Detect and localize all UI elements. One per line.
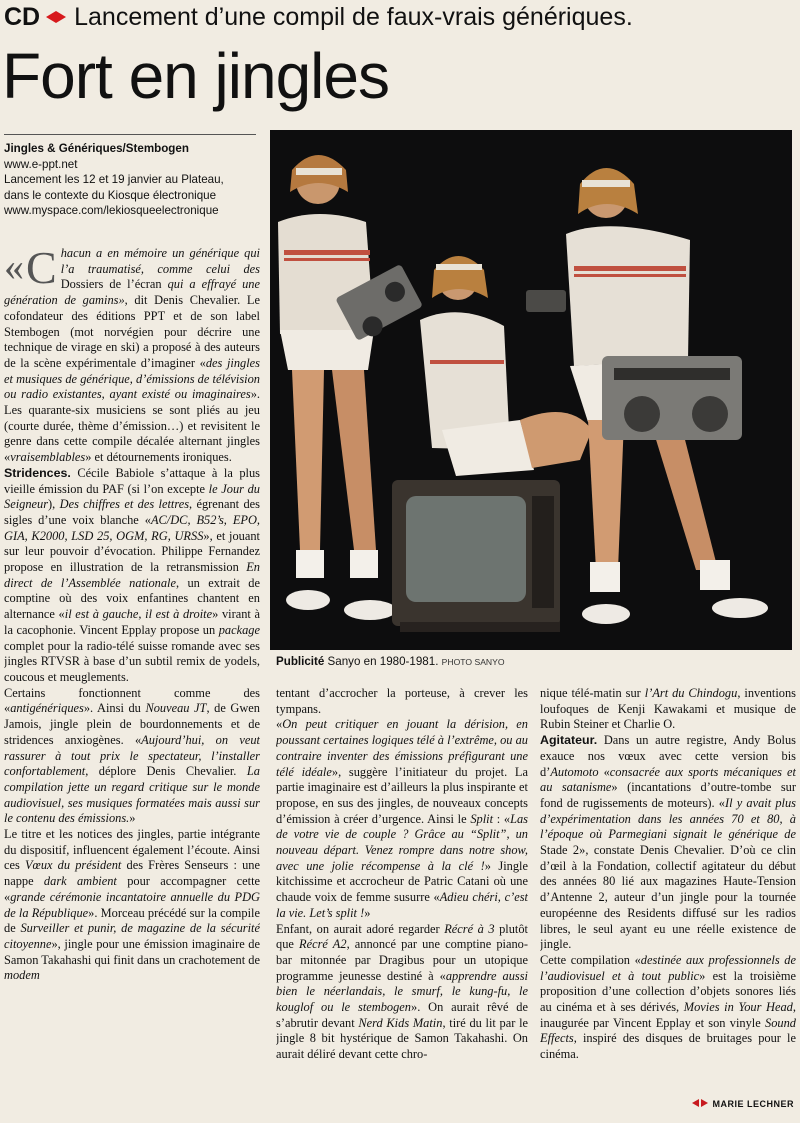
text-run: apprendre aussi bien le néerlandais, le smurf, le kung-fu, le kouglof ou le stembogen: [276, 968, 528, 1015]
text-run: , annoncé par une comptine piano-bar mitonnée par Dragibus pour un utopique programme jeunesse destiné à «: [276, 937, 528, 983]
text-run: AC/DC, B52’s, EPO, GIA, K2000, LSD 25, OGM, RG, URSS: [4, 512, 260, 543]
caption-text: Sanyo en 1980-1981.: [324, 655, 439, 668]
text-run: , un extrait de comptine où des voix enfantines chantent en alternance «: [4, 575, 260, 622]
text-run: , inaugurée par Vincent Epplay et son vinyle: [540, 1000, 796, 1030]
text-run: Adieu chéri, c’est la vie. Let’s split !: [276, 890, 528, 920]
article-headline: Fort en jingles: [2, 40, 389, 112]
author-signature: [692, 1099, 794, 1113]
red-arrow-left-icon: [692, 1099, 699, 1107]
text-run: il est à gauche, il est à droite: [64, 607, 213, 622]
info-box-title: Jingles & Génériques/Stembogen: [4, 142, 189, 155]
section-label: CD: [4, 3, 41, 31]
info-line-date: Lancement les 12 et 19 janvier au Plateau,: [4, 173, 224, 187]
text-run: Las de votre vie de couple ? Grâce au “Split”, un nouveau départ. Venez rompre dans notre show, avec une jolie récompense à la clé !: [276, 811, 528, 873]
article-photo: [270, 130, 792, 650]
text-run: On peut critiquer en jouant la dérision, en poussant certaines logiques télé à l’extrême, ou au contraire inventer des émissions préfigurant une télé idéale: [276, 717, 528, 779]
text-run: le Jour du Seigneur: [4, 481, 260, 512]
text-run: Stade 2: [540, 843, 580, 858]
text-run: Sound Effects: [540, 1015, 796, 1046]
text-run: Enfant, on aurait adoré regarder: [276, 921, 445, 936]
text-run: consacrée aux sports mécaniques et au satanisme: [540, 764, 796, 795]
text-run: ),: [48, 497, 60, 512]
text-run: des Frères Senseurs : une nappe: [4, 858, 260, 889]
text-run: » virant à la cacophonie. Vincent Epplay propose un: [4, 607, 260, 637]
info-line-website[interactable]: www.e-ppt.net: [4, 157, 78, 171]
text-run: modem: [4, 968, 40, 983]
text-run: l’Art du Chindogu: [644, 686, 738, 700]
paragraph-stridences: [4, 466, 260, 686]
text-run: «: [598, 764, 610, 779]
text-run: ». Ainsi du: [83, 701, 146, 716]
text-run: Surveiller et punir, de magazine de la sécurité citoyenne: [4, 921, 260, 951]
info-line-context: dans le contexte du Kiosque électronique: [4, 188, 217, 202]
red-arrow-right-icon: [56, 11, 66, 23]
photo-caption: [276, 654, 788, 670]
text-run: complet pour la radio-télé suisse romande avec ses jingles RTVSR à base d’un subtil remix de yodels, coucous et meuglements.: [4, 638, 260, 684]
text-run: Aujourd’hui, on veut rassurer à tout prix le spectateur, l’installer confortablement: [4, 732, 260, 779]
text-run: , tiré du lit par le jingle 8 bit hystérique de Samon Takahashi. On aurait déliré devant cette chro-: [276, 1015, 528, 1062]
text-run: En direct de l’Assemblée nationale: [4, 560, 260, 590]
text-run: , dit Denis Chevalier. Le cofondateur des éditions PPT et de son label Stembogen (mot norvégien pour décrire une technique de virage en ski) a proposé à des auteurs de la scène expérimentale d’imaginer «: [4, 293, 260, 370]
article-column-1: [4, 246, 260, 1114]
text-run: nique télé-matin sur: [540, 686, 645, 700]
text-run: »: [364, 905, 371, 920]
text-run: Certains fonctionnent comme des «: [4, 685, 260, 716]
text-run: , déplore Denis Chevalier.: [85, 764, 247, 779]
text-run: », jingle pour une émission imaginaire de Samon Takahashi qui finit dans un crachotement de: [4, 936, 260, 967]
text-run: «: [276, 717, 283, 732]
text-run: , inspiré des disques de bruitages pour le cinéma.: [540, 1031, 796, 1062]
text-run: : «: [493, 811, 511, 826]
text-run: Récré à 3: [444, 921, 495, 936]
text-run: , égrenant des sigles d’une voix blanche «: [4, 497, 260, 527]
text-run: , de Gwen Jamois, jingle plein de bourdonnements et de stridences anxiogènes. «: [4, 701, 260, 747]
kicker-text: Lancement d’une compil de faux-vrais génériques.: [74, 3, 633, 31]
paragraph-lead: [4, 246, 260, 466]
article-column-3: [540, 686, 796, 1096]
subheading-agitateur: Agitateur.: [540, 733, 598, 748]
article-column-2: [276, 686, 528, 1114]
text-run: Automoto: [550, 764, 599, 779]
text-run: Dans un autre registre, Andy Bolus exauce nos vœux avec cette version bis d’: [540, 733, 796, 779]
paragraph-derision: [276, 717, 528, 921]
author-name: MARIE LECHNER: [712, 1099, 794, 1109]
text-run: », et jouant sur leur pouvoir d’évocation. Philippe Fernandez propose en illustration de la retransmission: [4, 528, 260, 575]
text-run: »: [129, 811, 136, 826]
paragraph-compilation: [540, 953, 796, 1063]
text-run: », suggère l’initiateur du projet. La partie imaginaire est d’ailleurs la plus inspirante et propose, en sus des jingles, de nouveaux concepts d’émission à créer d’urgence. Ainsi le: [276, 764, 528, 826]
text-run: » est la troisième proposition d’une collection d’objets sonores liés au cinéma et à ses dérivés,: [540, 968, 796, 1015]
text-run: Nerd Kids Matin: [358, 1015, 443, 1030]
paragraph-enfant: [276, 922, 528, 1063]
info-box: [4, 134, 256, 231]
text-run: plutôt que: [276, 921, 528, 952]
text-run: ». Les quarante-six musiciens se sont pliés au jeu (courte durée, thème d’émission…) et revisitent le genre dans cette compile décalée alternant jingles «: [4, 387, 260, 465]
red-arrow-right-icon: [701, 1099, 708, 1107]
text-run: » Jingle kitchissime et accrocheur de Patric Catani où une chaude voix de femme susurre «: [276, 858, 528, 905]
text-run: pour accompagner cette «: [4, 874, 260, 904]
section-kicker: [4, 2, 794, 36]
text-run: » (incantations d’outre-tombe sur fond de rugissements de moteurs). «: [540, 780, 796, 810]
text-run: Vœux du président: [24, 858, 122, 873]
text-run: qui a effrayé une génération de gamins»: [4, 277, 260, 308]
drop-cap: C: [26, 246, 57, 293]
text-run: des jingles et musiques de générique, d’émissions de télévision ou radio existantes, ayant existé ou imaginaires: [4, 355, 260, 402]
text-run: dark ambient: [43, 874, 117, 889]
text-run: Movies in Your Head: [683, 1000, 793, 1015]
caption-bold: Publicité: [276, 655, 325, 668]
text-run: Split: [470, 811, 494, 826]
text-run: grande cérémonie incantatoire annuelle du PDG de la République: [4, 889, 260, 920]
info-line-myspace[interactable]: www.myspace.com/lekiosqueelectronique: [4, 204, 219, 218]
text-run: destinée aux professionnels de l’audiovisuel et à tout public: [540, 952, 796, 983]
red-arrow-left-icon: [46, 11, 56, 23]
text-run: Dossiers de l’écran: [60, 277, 162, 292]
text-run: Nouveau JT: [145, 701, 207, 716]
text-run: Cette compilation «: [540, 952, 641, 967]
text-run: vraisemblables: [10, 450, 86, 465]
retro-advert-photo-icon: [270, 130, 792, 650]
text-run: antigénériques: [10, 701, 84, 716]
subheading-stridences: Stridences.: [4, 465, 71, 480]
text-run: , inventions loufoques de Kenji Kawakami et musique de Rubin Steiner et Charlie O.: [540, 686, 796, 732]
paragraph-titres: [4, 827, 260, 984]
television-object: [392, 480, 560, 632]
text-run: Le titre et les notices des jingles, partie intégrante du dispositif, influencent également l’écoute. Ainsi ces: [4, 827, 260, 873]
text-run: », constate Denis Chevalier. D’où ce clin d’œil à la Fondation, collectif agitateur du début des années 80 lié aux magazines Haute-Tension d’Antenne 2, auteur d’un jingle pour la tournée européenne des Residents diffusé sur les radios libres, le seul ayant eu une réelle existence de jingle.: [540, 843, 796, 952]
photo-credit: PHOTO SANYO: [441, 657, 505, 667]
text-run: » et détournements ironiques.: [85, 450, 232, 465]
text-run: La compilation jette un regard critique sur le monde audiovisuel, ses musiques formatées mais aussi sur le contenu des émissions.: [4, 764, 260, 826]
text-run: Récré A2: [299, 937, 347, 952]
paragraph-chindogu: [540, 686, 796, 733]
lead-quote-mark: «: [4, 246, 24, 289]
text-run: Il y avait plus d’expérimentation dans les années 70 et 80, à l’époque où Parmegiani signait le générique de: [540, 795, 796, 842]
paragraph-agitateur: [540, 733, 796, 953]
paragraph-antigeneriques: [4, 686, 260, 827]
text-run: ». On aurait rêvé de s’abrutir devant: [276, 1000, 528, 1030]
text-run: Des chiffres et des lettres: [59, 497, 190, 512]
text-run: hacun a en mémoire un générique qui l’a traumatisé, comme celui des: [60, 246, 260, 276]
text-run: Cécile Babiole s’attaque à la plus vieille émission du PAF (si l’on excepte: [4, 465, 260, 496]
text-run: ». Morceau précédé sur la compile de: [4, 905, 260, 936]
paragraph-continuation: tentant d’accrocher la porteuse, à crever les tympans.: [276, 686, 528, 716]
text-run: package: [218, 622, 260, 637]
